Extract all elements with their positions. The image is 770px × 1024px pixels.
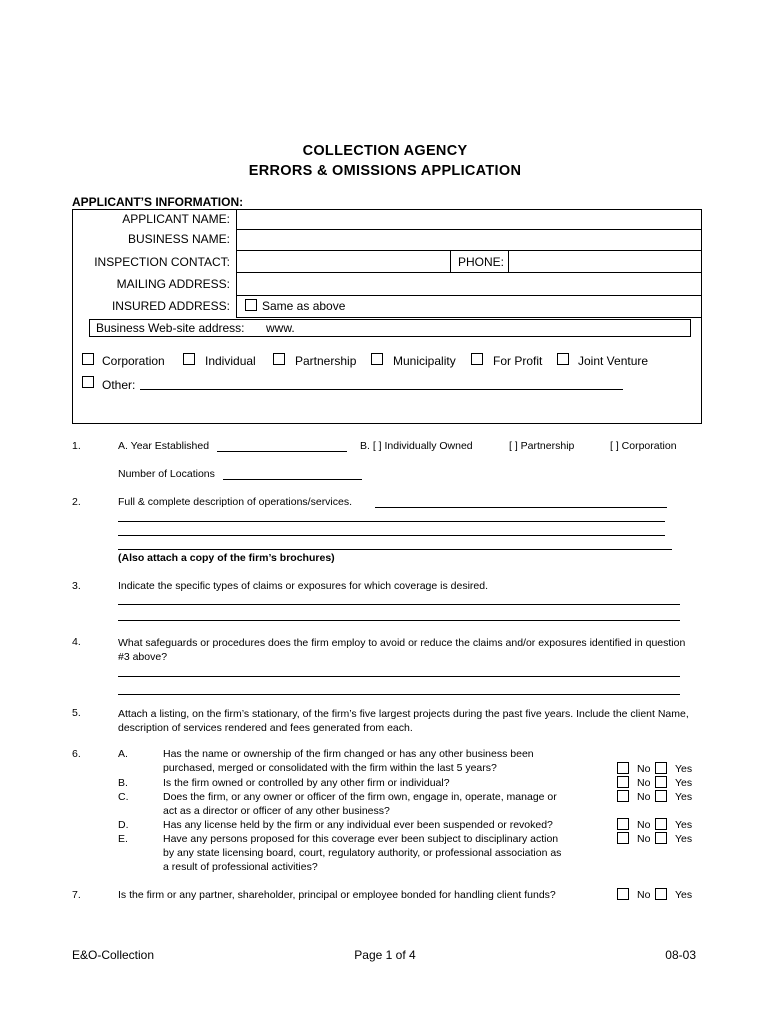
website-label: Business Web-site address: [96,321,245,335]
q3-number: 3. [72,580,81,592]
q6-number: 6. [72,748,81,760]
q6c-no-label: No [637,791,651,803]
website-field[interactable] [300,320,686,334]
q1-corporation[interactable]: [ ] Corporation [610,440,677,452]
q6b-yes-label: Yes [675,777,693,789]
form-title-line1: COLLECTION AGENCY [302,143,468,159]
q6d-letter: D. [118,819,129,831]
individual-checkbox[interactable] [183,353,195,365]
q1-locations-label: Number of Locations [118,468,215,480]
q6e-text-line2: by any state licensing board, court, regulatory authority, or professional association as [163,847,562,859]
q7-number: 7. [72,889,81,901]
q6e-text-line3: a result of professional activities? [163,861,318,873]
q6b-no-checkbox[interactable] [617,776,629,788]
footer-form-code: E&O-Collection [72,948,155,962]
other-label: Other: [102,378,136,392]
corporation-checkbox[interactable] [82,353,94,365]
q7-text: Is the firm or any partner, shareholder, principal or employee bonded for handling client funds? [118,889,556,901]
q1-locations-field[interactable] [223,479,362,480]
q1-year-field[interactable] [217,451,347,452]
q6b-yes-checkbox[interactable] [655,776,667,788]
q6b-no-label: No [637,777,651,789]
q4-text: What safeguards or procedures does the firm employ to avoid or reduce the claims and/or exposures identified in question #3 above? [118,637,686,663]
q6d-no-label: No [637,819,651,831]
q3-field-line2[interactable] [118,620,680,621]
q6e-yes-checkbox[interactable] [655,832,667,844]
partnership-checkbox[interactable] [273,353,285,365]
q6c-yes-label: Yes [675,791,693,803]
inspection-contact-field[interactable] [238,252,448,271]
for-profit-label: For Profit [493,354,543,368]
q6e-no-label: No [637,833,651,845]
q7-yes-label: Yes [675,889,693,901]
same-as-above-checkbox[interactable] [245,299,257,311]
q6a-text-line1: Has the name or ownership of the firm changed or has any other business been [163,748,534,760]
q2-number: 2. [72,496,81,508]
q2-field-line2[interactable] [118,521,665,522]
individual-label: Individual [205,354,256,368]
q6d-text-line1: Has any license held by the firm or any individual ever been suspended or revoked? [163,819,553,831]
q7-no-checkbox[interactable] [617,888,629,900]
q6d-no-checkbox[interactable] [617,818,629,830]
same-as-above-label: Same as above [262,299,346,313]
q1-partnership[interactable]: [ ] Partnership [509,440,575,452]
q2-text: Full & complete description of operations/services. [118,496,353,508]
q2-note: (Also attach a copy of the firm’s brochures) [118,552,335,564]
q7-yes-checkbox[interactable] [655,888,667,900]
q2-field-line3[interactable] [118,535,665,536]
q6a-text-line2: purchased, merged or consolidated with the firm within the last 5 years? [163,762,497,774]
q6c-yes-checkbox[interactable] [655,790,667,802]
q1-year-label: A. Year Established [118,440,210,452]
q6a-no-checkbox[interactable] [617,762,629,774]
joint-venture-label: Joint Venture [578,354,649,368]
for-profit-checkbox[interactable] [471,353,483,365]
applicant-name-label: APPLICANT NAME: [122,212,230,226]
q3-text: Indicate the specific types of claims or exposures for which coverage is desired. [118,580,489,592]
mailing-address-field[interactable] [238,274,698,294]
footer-page-number: Page 1 of 4 [354,948,416,962]
phone-field[interactable] [510,252,698,271]
other-checkbox[interactable] [82,376,94,388]
q1-individually-owned[interactable]: B. [ ] Individually Owned [360,440,473,452]
business-name-field[interactable] [238,231,698,249]
q6e-yes-label: Yes [675,833,693,845]
q5-text: Attach a listing, on the firm’s stationary, of the firm’s five largest projects during the past five years. Include the client Name, description of services rendered and fees generated from each. [118,708,689,734]
q6e-text-line1: Have any persons proposed for this coverage ever been subject to disciplinary action [163,833,559,845]
q6e-letter: E. [118,833,128,845]
q6b-text-line1: Is the firm owned or controlled by any other firm or individual? [163,777,450,789]
phone-label: PHONE: [458,255,505,269]
q2-field-line4[interactable] [118,549,672,550]
other-field[interactable] [140,389,623,390]
q4-field-line2[interactable] [118,694,680,695]
q6a-yes-checkbox[interactable] [655,762,667,774]
q6b-letter: B. [118,777,128,789]
corporation-label: Corporation [102,354,165,368]
q4-field-line1[interactable] [118,676,680,677]
municipality-label: Municipality [393,354,456,368]
applicant-info-heading: APPLICANT’S INFORMATION: [72,195,244,209]
q6c-no-checkbox[interactable] [617,790,629,802]
q6c-text-line2: act as a director or officer of any other business? [163,805,390,817]
q6a-no-label: No [637,763,651,775]
q1-number: 1. [72,440,81,452]
website-prefix: www. [266,321,295,335]
q3-field-line1[interactable] [118,604,680,605]
mailing-address-label: MAILING ADDRESS: [116,277,230,291]
footer-revision: 08-03 [665,948,696,962]
q6d-yes-checkbox[interactable] [655,818,667,830]
q6d-yes-label: Yes [675,819,693,831]
inspection-contact-label: INSPECTION CONTACT: [94,255,230,269]
partnership-label: Partnership [295,354,357,368]
q6c-letter: C. [118,791,129,803]
business-name-label: BUSINESS NAME: [127,232,230,246]
q6e-no-checkbox[interactable] [617,832,629,844]
municipality-checkbox[interactable] [371,353,383,365]
applicant-name-field[interactable] [238,210,698,228]
joint-venture-checkbox[interactable] [557,353,569,365]
q6a-yes-label: Yes [675,763,693,775]
q6c-text-line1: Does the firm, or any owner or officer of the firm own, engage in, operate, manage or [163,791,557,803]
q6a-letter: A. [118,748,128,760]
q2-field-line1[interactable] [375,507,667,508]
q7-no-label: No [637,889,651,901]
form-title-line2: ERRORS & OMISSIONS APPLICATION [248,163,522,179]
insured-address-label: INSURED ADDRESS: [111,299,230,313]
q5-number: 5. [72,707,81,719]
q4-number: 4. [72,636,81,648]
